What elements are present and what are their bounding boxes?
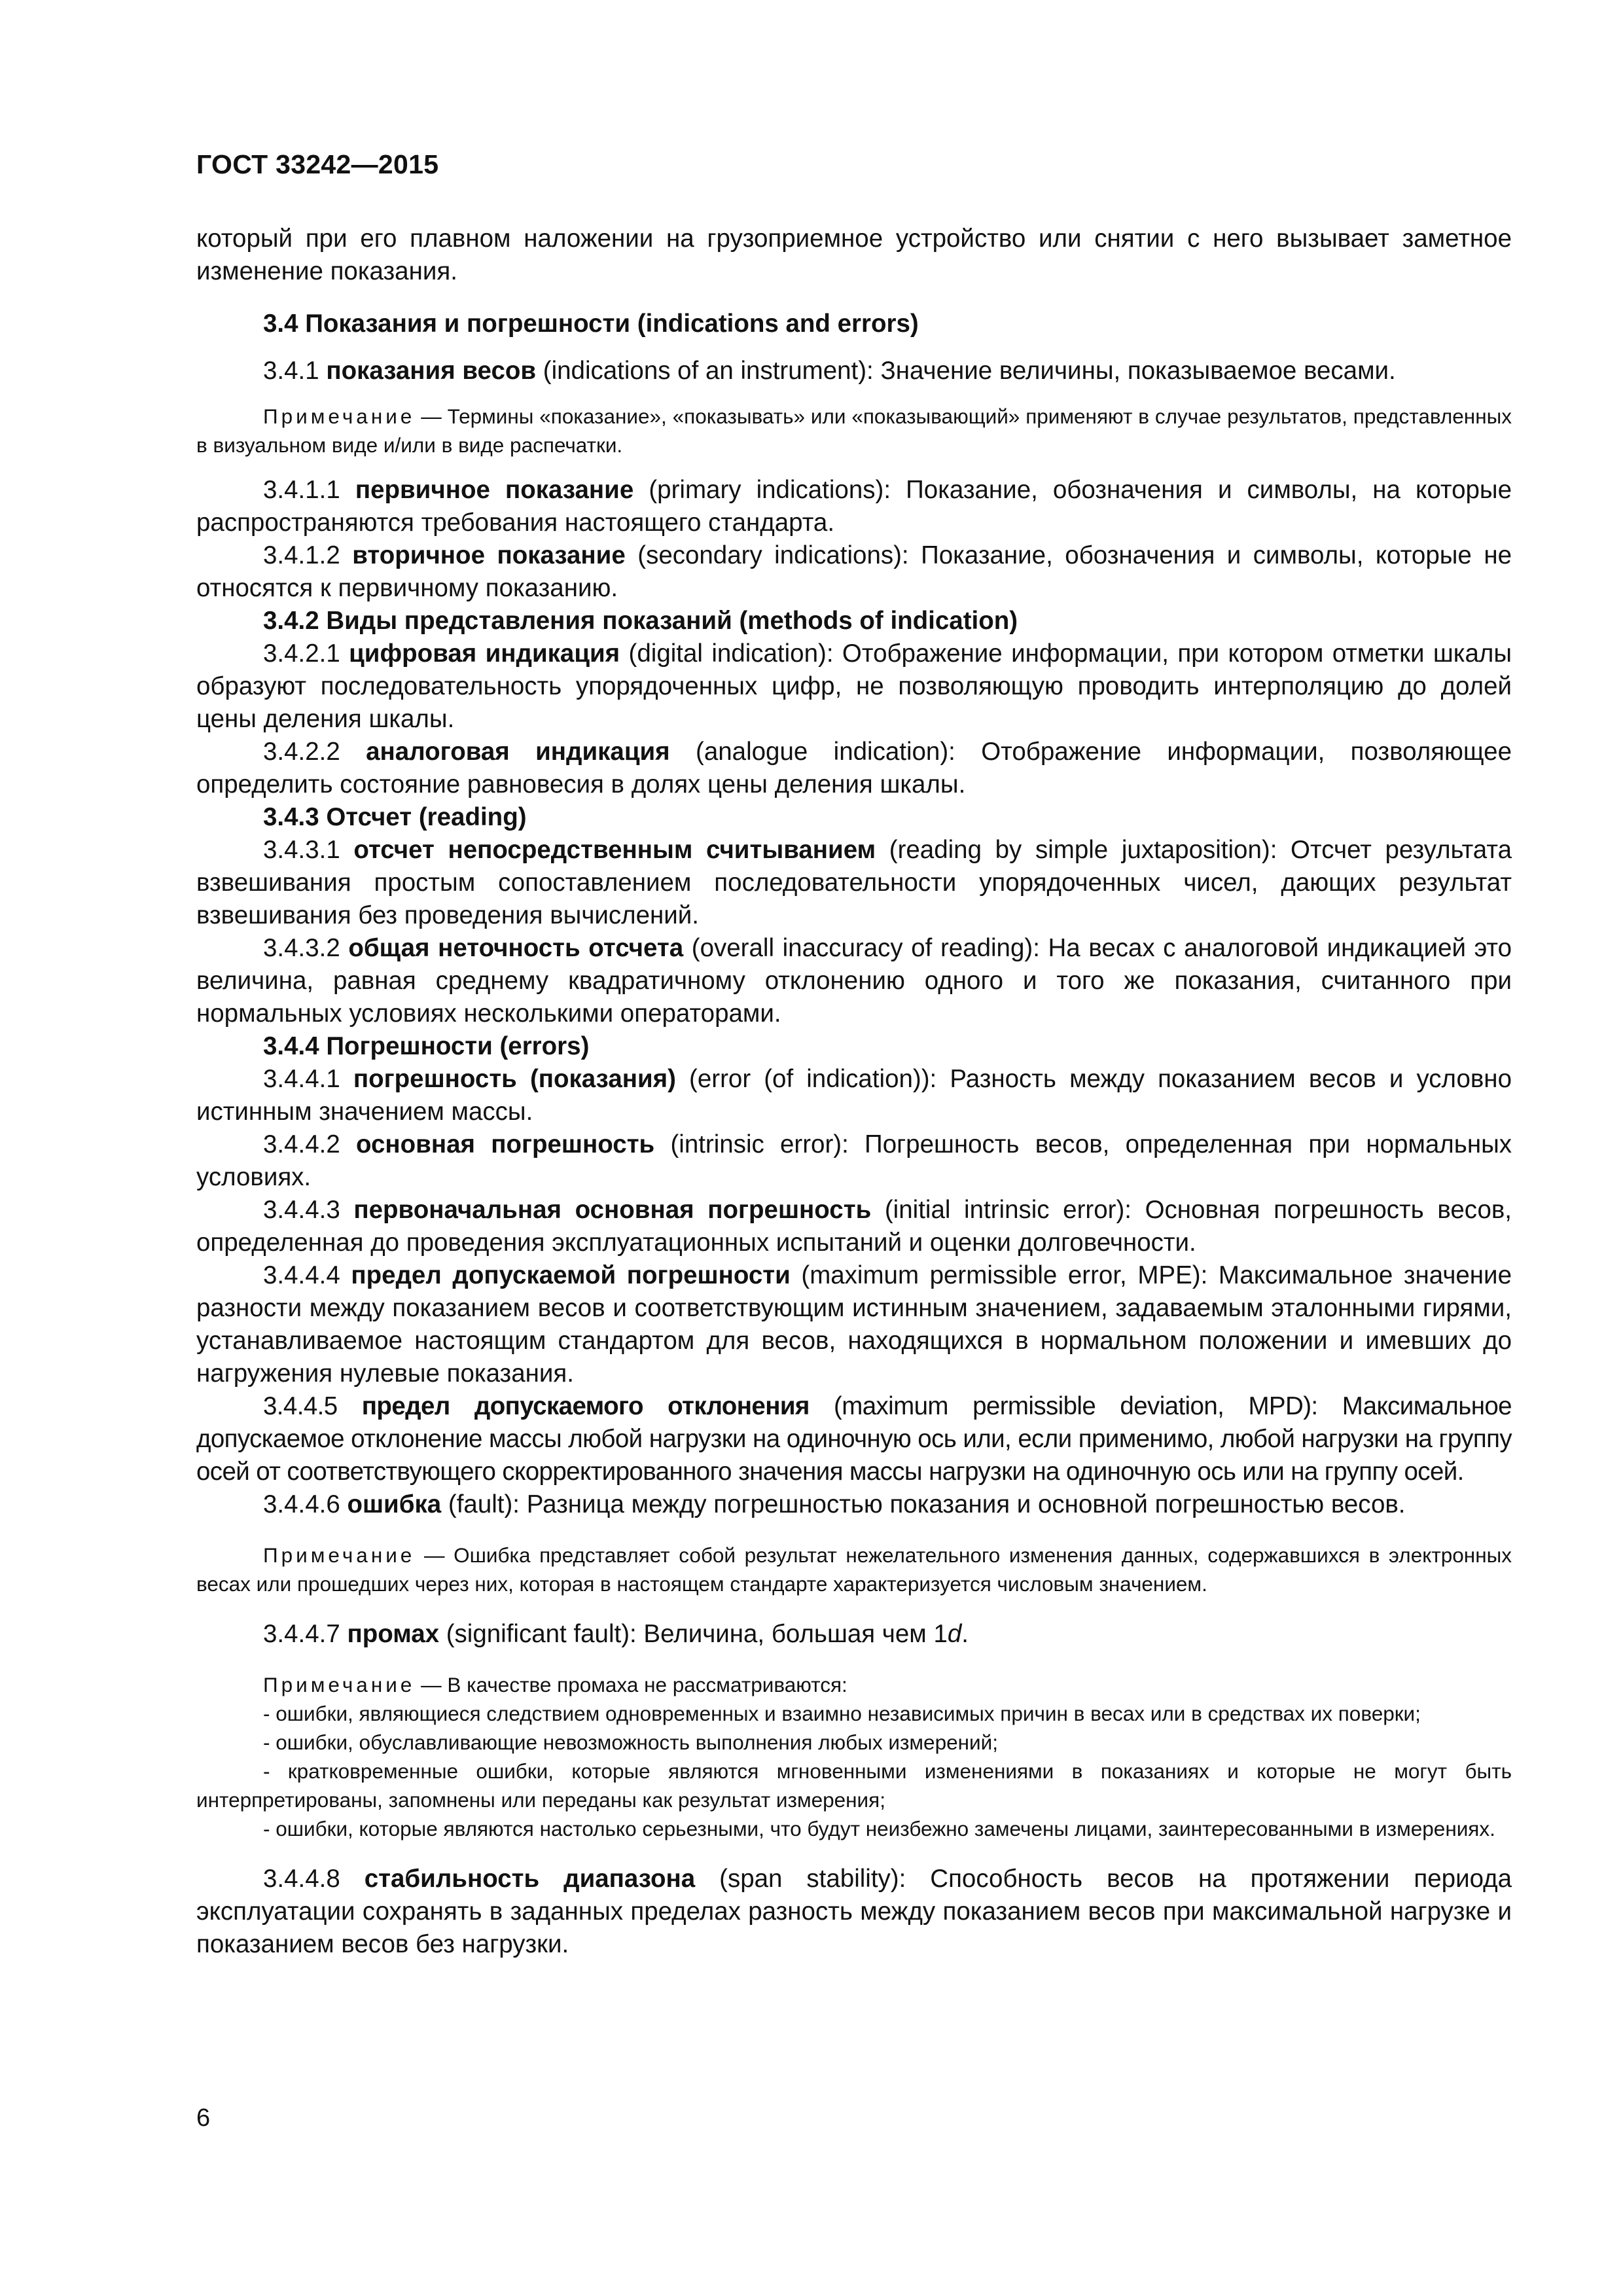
note-3-item: - ошибки, которые являются настолько серьезными, что будут неизбежно замечены лицами, заинтересованными в измерениях.	[263, 1817, 1495, 1840]
note-3-item: - кратковременные ошибки, которые являются мгновенными изменениями в показаниях и которые не могут быть интерпретированы, запомнены или переданы как результат измерения;	[196, 1759, 1512, 1812]
note-label: Примечание	[263, 404, 416, 428]
term-3-4-1-1: 3.4.1.1 первичное показание (primary indications): Показание, обозначения и символы, на которые распространяются требования настоящего стандарта.	[196, 476, 1512, 537]
page-number: 6	[196, 2104, 211, 2132]
note-3	[196, 1670, 1512, 1843]
term-3-4-4-5: 3.4.4.5 предел допускаемого отклонения (maximum permissible deviation, MPD): Максимальное допускаемое отклонение массы любой нагрузки на одиночную ось или, если применимо, любой нагрузки на группу осей от соответствующего скорректированного значения массы нагрузки на одиночную ось или на группу осей.	[196, 1392, 1512, 1486]
term-3-4-2-1: 3.4.2.1 цифровая индикация (digital indication): Отображение информации, при котором отметки шкалы образуют последовательность упорядоченных цифр, не позволяющую проводить интерполяцию до долей цены деления шкалы.	[196, 639, 1512, 733]
term-3-4-1-2: 3.4.1.2 вторичное показание (secondary indications): Показание, обозначения и символы, которые не относятся к первичному показанию.	[196, 541, 1512, 602]
term-3-4-3-2: 3.4.3.2 общая неточность отсчета (overall inaccuracy of reading): На весах с аналоговой индикацией это величина, равная среднему квадратичному отклонению одного и того же показания, считанного при нормальных условиях несколькими операторами.	[196, 934, 1512, 1028]
note-3-item: - ошибки, обуславливающие невозможность выполнения любых измерений;	[263, 1731, 998, 1754]
term-3-4-1: 3.4.1 показания весов (indications of an instrument): Значение величины, показываемое весами.	[263, 357, 1396, 385]
note-2: Примечание — Ошибка представляет собой результат нежелательного изменения данных, содержавшихся в электронных весах или прошедших через них, которая в настоящем стандарте характеризуется числовым значением.	[196, 1543, 1512, 1596]
term-3-4-4-7: 3.4.4.7 промах (significant fault): Величина, большая чем 1d.	[263, 1620, 969, 1648]
section-heading-3-4-4: 3.4.4 Погрешности (errors)	[263, 1032, 590, 1060]
note-3-item: - ошибки, являющиеся следствием одновременных и взаимно независимых причин в весах или в средствах их поверки;	[263, 1702, 1421, 1725]
term-3-4-3-1: 3.4.3.1 отсчет непосредственным считыванием (reading by simple juxtaposition): Отсчет результата взвешивания простым сопоставлением последовательности упорядоченных чисел, дающих результат взвешивания без проведения вычислений.	[196, 836, 1512, 929]
note-1: Примечание — Термины «показание», «показывать» или «показывающий» применяют в случае результатов, представленных в визуальном виде и/или в виде распечатки.	[196, 404, 1512, 457]
section-heading-3-4-2: 3.4.2 Виды представления показаний (methods of indication)	[263, 607, 1018, 635]
term-3-4-4-6: 3.4.4.6 ошибка (fault): Разница между погрешностью показания и основной погрешностью весов.	[263, 1490, 1406, 1518]
term-3-4-4-2: 3.4.4.2 основная погрешность (intrinsic error): Погрешность весов, определенная при нормальных условиях.	[196, 1130, 1512, 1191]
note-label: Примечание	[263, 1673, 416, 1696]
paragraph-continuation: который при его плавном наложении на грузоприемное устройство или снятии с него вызывает заметное изменение показания.	[196, 224, 1512, 285]
term-3-4-4-1: 3.4.4.1 погрешность (показания) (error (of indication)): Разность между показанием весов и условно истинным значением массы.	[196, 1065, 1512, 1126]
document-header: ГОСТ 33242—2015	[196, 149, 439, 179]
term-3-4-2-2: 3.4.2.2 аналоговая индикация (analogue indication): Отображение информации, позволяющее определить состояние равновесия в долях цены деления шкалы.	[196, 738, 1512, 798]
note-label: Примечание	[263, 1543, 416, 1567]
document-body	[196, 223, 1512, 1961]
note-3-intro: Примечание — В качестве промаха не рассматриваются:	[263, 1673, 847, 1696]
section-heading-3-4-3: 3.4.3 Отсчет (reading)	[263, 803, 527, 831]
term-3-4-4-4: 3.4.4.4 предел допускаемой погрешности (maximum permissible error, MPE): Максимальное значение разности между показанием весов и соответствующим истинным значением, задаваемым эталонными гирями, устанавливаемое настоящим стандартом для весов, находящихся в нормальном положении и имевших до нагружения нулевые показания.	[196, 1261, 1512, 1388]
term-3-4-4-3: 3.4.4.3 первоначальная основная погрешность (initial intrinsic error): Основная погрешность весов, определенная до проведения эксплуатационных испытаний и оценки долговечности.	[196, 1196, 1512, 1257]
section-heading-3-4: 3.4 Показания и погрешности (indications and errors)	[263, 310, 919, 338]
term-3-4-4-8: 3.4.4.8 стабильность диапазона (span stability): Способность весов на протяжении периода эксплуатации сохранять в заданных пределах разность между показанием весов при максимальной нагрузке и показанием весов без нагрузки.	[196, 1865, 1512, 1958]
